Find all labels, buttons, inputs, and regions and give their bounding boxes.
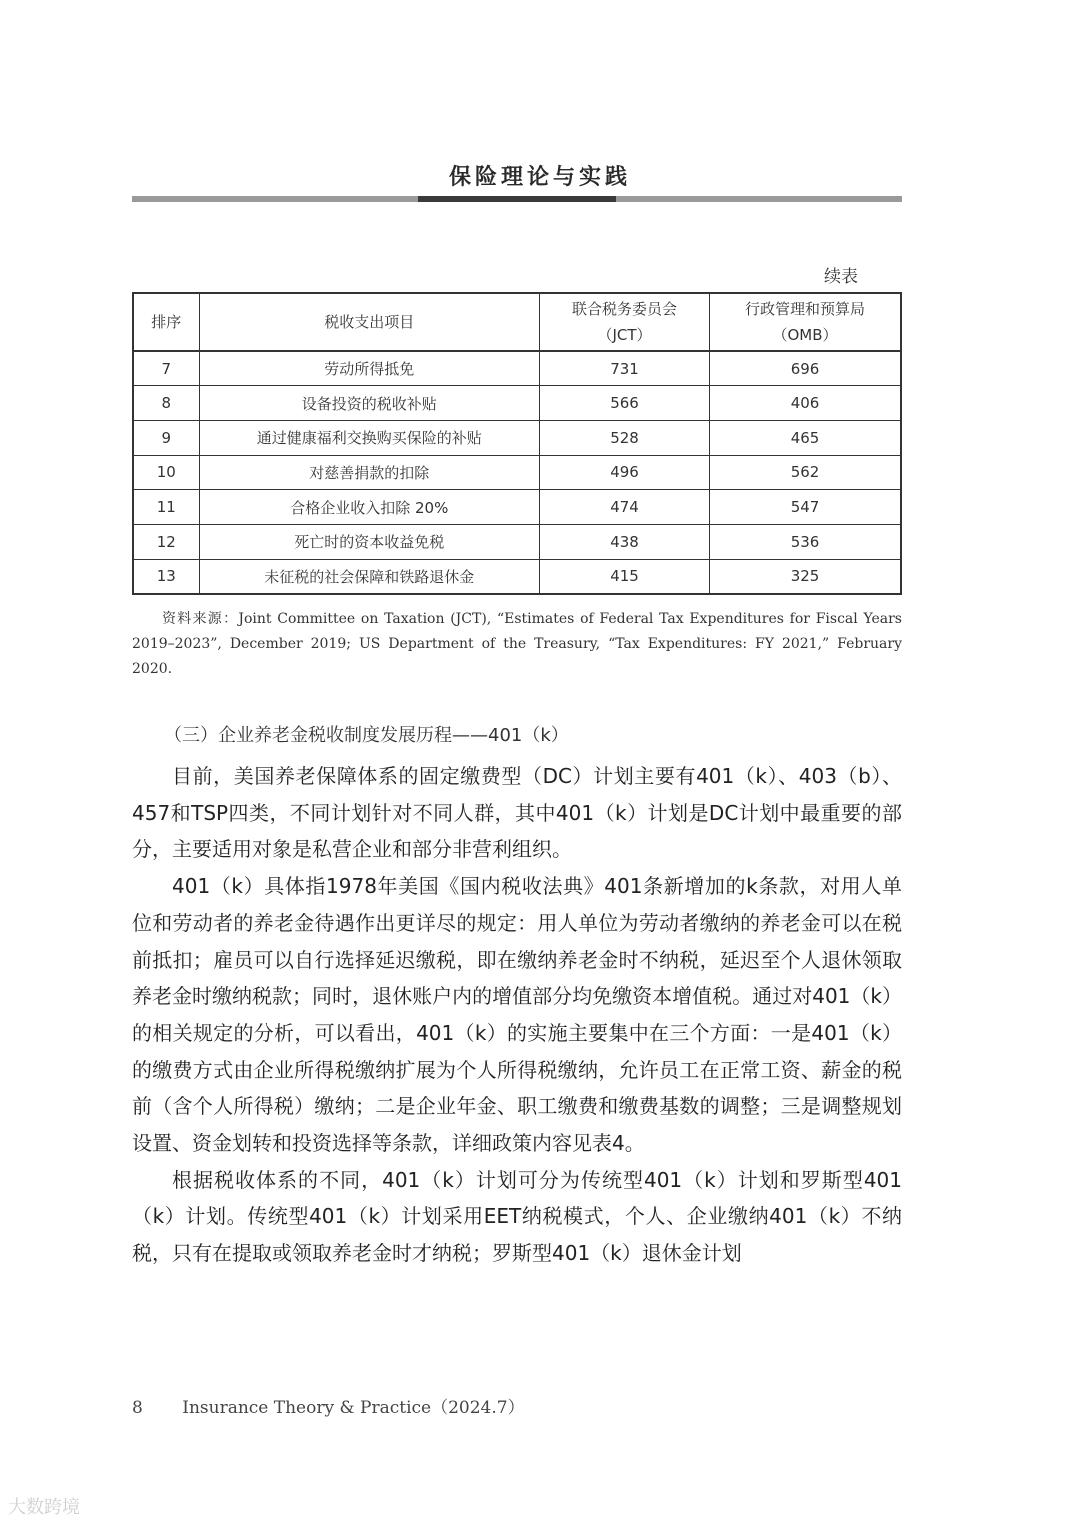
body-text bbox=[132, 758, 902, 1272]
cell-jct: 474 bbox=[540, 490, 710, 525]
cell-rank: 10 bbox=[133, 455, 199, 490]
table-row bbox=[133, 455, 901, 490]
cell-item: 未征税的社会保障和铁路退休金 bbox=[199, 559, 539, 594]
header-rule-accent bbox=[418, 196, 616, 202]
cell-item: 设备投资的税收补贴 bbox=[199, 386, 539, 421]
cell-omb: 536 bbox=[710, 524, 901, 559]
header-jct bbox=[540, 293, 710, 351]
cell-item: 合格企业收入扣除 20% bbox=[199, 490, 539, 525]
header-jct-line1: 联合税务委员会 bbox=[572, 300, 678, 318]
table-row bbox=[133, 386, 901, 421]
cell-jct: 566 bbox=[540, 386, 710, 421]
table-header-row bbox=[133, 293, 901, 351]
table-row bbox=[133, 490, 901, 525]
journal-name: Insurance Theory & Practice（2024.7） bbox=[182, 1398, 525, 1418]
cell-rank: 11 bbox=[133, 490, 199, 525]
cell-omb: 547 bbox=[710, 490, 901, 525]
cell-item: 死亡时的资本收益免税 bbox=[199, 524, 539, 559]
table-row bbox=[133, 559, 901, 594]
header-item: 税收支出项目 bbox=[199, 293, 539, 351]
cell-rank: 9 bbox=[133, 420, 199, 455]
cell-omb: 562 bbox=[710, 455, 901, 490]
paragraph: 401（k）具体指1978年美国《国内税收法典》401条新增加的k条款，对用人单位和劳动者的养老金待遇作出更详尽的规定：用人单位为劳动者缴纳的养老金可以在税前抵扣；雇员可以自行选择延迟缴税，即在缴纳养老金时不纳税，延迟至个人退休领取养老金时缴纳税款；同时，退休账户内的增值部分均免缴资本增值税。通过对401（k）的相关规定的分析，可以看出，401（k）的实施主要集中在三个方面：一是401（k）的缴费方式由企业所得税缴纳扩展为个人所得税缴纳，允许员工在正常工资、薪金的税前（含个人所得税）缴纳；二是企业年金、职工缴费和缴费基数的调整；三是调整规划设置、资金划转和投资选择等条款，详细政策内容见表4。 bbox=[132, 874, 902, 1156]
paragraph: 根据税收体系的不同，401（k）计划可分为传统型401（k）计划和罗斯型401（k）计划。传统型401（k）计划采用EET纳税模式，个人、企业缴纳401（k）不纳税，只有在提取或领取养老金时才纳税；罗斯型401（k）退休金计划 bbox=[132, 1167, 902, 1266]
cell-rank: 7 bbox=[133, 351, 199, 386]
header-omb-line1: 行政管理和预算局 bbox=[745, 300, 866, 318]
cell-item: 劳动所得抵免 bbox=[199, 351, 539, 386]
cell-jct: 528 bbox=[540, 420, 710, 455]
continued-label: 续表 bbox=[824, 267, 858, 287]
tax-expenditure-table bbox=[132, 292, 902, 595]
paragraph: 目前，美国养老保障体系的固定缴费型（DC）计划主要有401（k）、403（b）、457和TSP四类，不同计划针对不同人群，其中401（k）计划是DC计划中最重要的部分，主要适用对象是私营企业和部分非营利组织。 bbox=[132, 764, 902, 862]
table-row bbox=[133, 524, 901, 559]
running-head: 保险理论与实践 bbox=[448, 165, 631, 190]
cell-rank: 13 bbox=[133, 559, 199, 594]
cell-omb: 325 bbox=[710, 559, 901, 594]
cell-jct: 438 bbox=[540, 524, 710, 559]
cell-item: 对慈善捐款的扣除 bbox=[199, 455, 539, 490]
header-omb bbox=[710, 293, 901, 351]
cell-rank: 8 bbox=[133, 386, 199, 421]
cell-rank: 12 bbox=[133, 524, 199, 559]
header-rank: 排序 bbox=[133, 293, 199, 351]
cell-jct: 731 bbox=[540, 351, 710, 386]
cell-item: 通过健康福利交换购买保险的补贴 bbox=[199, 420, 539, 455]
section-heading: （三）企业养老金税收制度发展历程——401（k） bbox=[164, 725, 569, 746]
header-omb-line2: （OMB） bbox=[772, 326, 838, 344]
page-number: 8 bbox=[132, 1398, 143, 1418]
table-row bbox=[133, 351, 901, 386]
cell-jct: 415 bbox=[540, 559, 710, 594]
cell-omb: 696 bbox=[710, 351, 901, 386]
cell-omb: 406 bbox=[710, 386, 901, 421]
table-row bbox=[133, 420, 901, 455]
cell-omb: 465 bbox=[710, 420, 901, 455]
cell-jct: 496 bbox=[540, 455, 710, 490]
watermark: 大数跨境 bbox=[8, 1497, 80, 1518]
header-jct-line2: （JCT） bbox=[597, 326, 652, 344]
source-note: 资料来源：Joint Committee on Taxation (JCT), “Estimates of Federal Tax Expenditures for Fiscal Years 2019–2023”, December 2019; US Department of the Treasury, “Tax Expenditures: FY 2021,” February 2020. bbox=[132, 611, 902, 677]
page-footer bbox=[132, 1393, 525, 1418]
